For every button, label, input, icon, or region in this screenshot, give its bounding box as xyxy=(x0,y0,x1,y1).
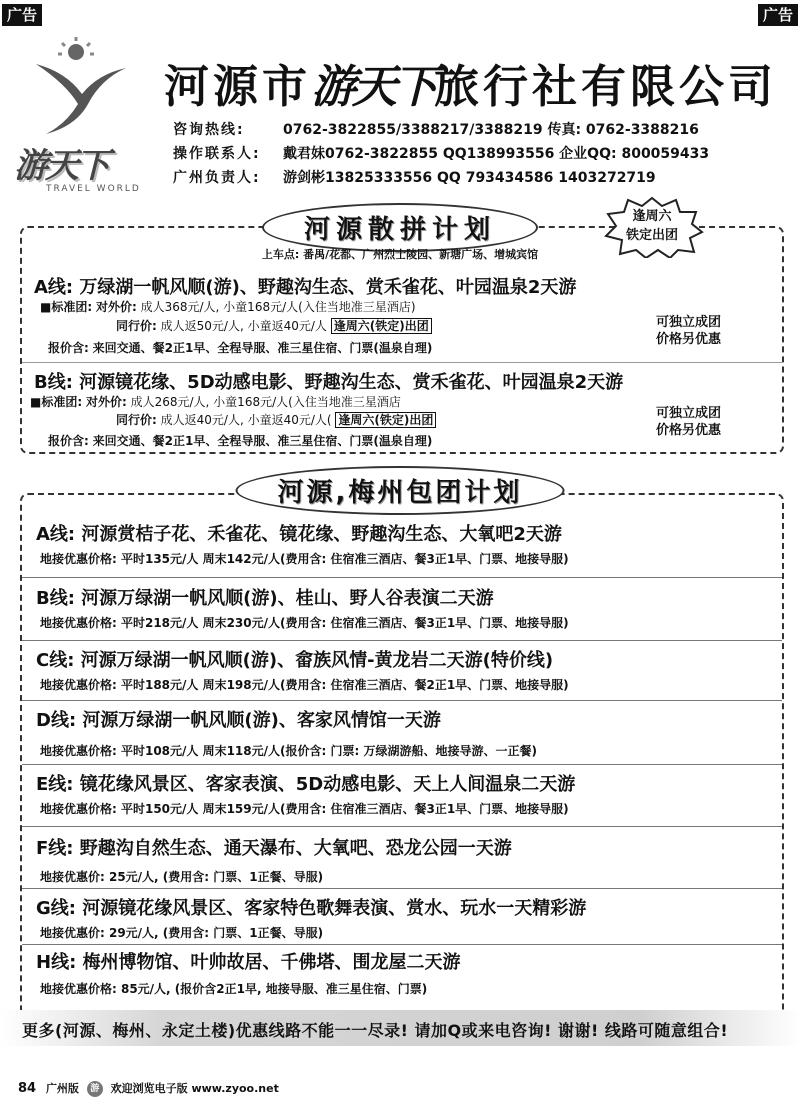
package-title: G线: 河源镜花缘风景区、客家特色歌舞表演、赏水、玩水一天精彩游 xyxy=(36,898,587,919)
package-divider xyxy=(22,640,782,641)
edition-label: 广州版 xyxy=(45,1082,79,1095)
contact-value: 戴君妹0762-3822855 QQ138993556 企业QQ: 800059433 xyxy=(283,146,710,162)
package-title: C线: 河源万绿湖一帆风顺(游)、畲族风情-黄龙岩二天游(特价线) xyxy=(36,650,554,671)
route-a-includes xyxy=(48,339,432,356)
route-a-note xyxy=(656,314,721,348)
pickup-points: 上车点: 番禺/花都、广州烈士陵园、新塘广场、增城宾馆 xyxy=(261,248,539,261)
route-b-standard-price xyxy=(30,393,401,410)
footer-message: 更多(河源、梅州、永定土楼)优惠线路不能一一尽录! 请加Q或来电咨询! 谢谢! 线路可随意组合! xyxy=(22,1021,729,1040)
company-name xyxy=(164,50,777,115)
package-a xyxy=(22,520,782,567)
price-value: 成人返50元/人, 小童返40元/人 xyxy=(160,319,327,333)
package-title: H线: 梅州博物馆、叶帅故居、千佛塔、围龙屋二天游 xyxy=(36,952,461,973)
price-label: 对外价: xyxy=(85,395,127,409)
package-e xyxy=(22,770,782,817)
contact-value: 游剑彬13825333556 QQ 793434586 1403272719 xyxy=(283,170,656,186)
contact-value: 0762-3822855/3388217/3388219 传真: 0762-3388216 xyxy=(283,122,699,138)
company-brand: 游天下 xyxy=(311,60,435,113)
package-price: 地接优惠价格: 平时188元/人 周末198元/人(费用含: 住宿准三酒店、餐2正1早、门票、地接导服) xyxy=(40,678,569,692)
includes-label: 报价含: xyxy=(48,434,89,448)
package-price: 地接优惠价格: 平时135元/人 周末142元/人(费用含: 住宿准三酒店、餐3正1早、门票、地接导服) xyxy=(40,552,569,566)
includes-value: 来回交通、餐2正1早、全程导服、准三星住宿、门票(温泉自理) xyxy=(92,434,433,448)
package-title: B线: 河源万绿湖一帆风顺(游)、桂山、野人谷表演二天游 xyxy=(36,588,494,609)
badge-text xyxy=(600,207,704,245)
price-value: 成人268元/人, 小童168元/人(入住当地准三星酒店 xyxy=(130,395,401,409)
price-value: 成人返40元/人, 小童返40元/人( xyxy=(160,413,332,427)
package-title: E线: 镜花缘风景区、客家表演、5D动感电影、天上人间温泉二天游 xyxy=(36,774,576,795)
saturday-tag: 逢周六(铁定)出团 xyxy=(335,412,436,428)
route-a-title: A线: 万绿湖一帆风顺(游)、野趣沟生态、赏禾雀花、叶园温泉2天游 xyxy=(34,277,577,298)
company-logo xyxy=(6,34,156,194)
contact-hotline xyxy=(173,118,709,142)
badge-line: 铁定出团 xyxy=(625,228,678,243)
section-title-charter-tours: 河源,梅州包团计划 xyxy=(236,466,565,515)
package-title: D线: 河源万绿湖一帆风顺(游)、客家风情馆一天游 xyxy=(36,710,441,731)
package-divider xyxy=(22,888,782,889)
route-b-title: B线: 河源镜花缘、5D动感电影、野趣沟生态、赏禾雀花、叶园温泉2天游 xyxy=(34,372,624,393)
package-h xyxy=(22,948,782,997)
package-price: 地接优惠价格: 平时150元/人 周末159元/人(费用含: 住宿准三酒店、餐3正1早、门票、地接导服) xyxy=(40,802,569,816)
package-divider xyxy=(22,764,782,765)
package-c xyxy=(22,646,782,693)
route-b-note xyxy=(656,405,721,439)
contact-label: 广州负责人: xyxy=(173,170,261,186)
package-price: 地接优惠价格: 85元/人, (报价含2正1早, 地接导服、准三星住宿、门票) xyxy=(40,982,428,996)
page-number: 84 xyxy=(18,1081,37,1096)
package-price: 地接优惠价格: 平时108元/人 周末118元/人(报价含: 门票: 万绿湖游船、地接导游、一正餐) xyxy=(40,744,537,758)
note-line: 价格另优惠 xyxy=(656,423,722,438)
package-divider xyxy=(22,577,782,578)
package-d xyxy=(22,706,782,759)
package-divider xyxy=(22,826,782,827)
package-title: A线: 河源赏桔子花、禾雀花、镜花缘、野趣沟生态、大氧吧2天游 xyxy=(36,524,562,545)
route-a-standard-price xyxy=(40,298,416,315)
standard-label: ■标准团: xyxy=(30,395,83,409)
ad-label-right: 广告 xyxy=(758,4,798,26)
price-value: 成人368元/人, 小童168元/人(入住当地准三星酒店) xyxy=(140,300,416,314)
standard-label: ■标准团: xyxy=(40,300,93,314)
contact-label: 咨询热线: xyxy=(173,122,245,138)
contact-operator xyxy=(173,142,709,166)
company-suffix: 旅行社有限公司 xyxy=(434,60,778,113)
page-footer xyxy=(18,1080,279,1097)
ad-label-left: 广告 xyxy=(2,4,42,26)
package-price: 地接优惠价: 29元/人, (费用含: 门票、1正餐、导服) xyxy=(40,926,324,940)
package-f xyxy=(22,834,782,885)
saturday-tag: 逢周六(铁定)出团 xyxy=(331,318,432,334)
company-prefix: 河源市 xyxy=(164,60,312,113)
logo-tagline: TRAVEL WORLD xyxy=(46,184,141,194)
package-price: 地接优惠价: 25元/人, (费用含: 门票、1正餐、导服) xyxy=(40,870,324,884)
section-title-group-tours: 河源散拼计划 xyxy=(262,203,538,252)
note-line: 可独立成团 xyxy=(656,406,722,421)
note-line: 可独立成团 xyxy=(656,315,722,330)
price-label: 对外价: xyxy=(95,300,137,314)
site-link[interactable]: 欢迎浏览电子版 www.zyoo.net xyxy=(110,1082,279,1095)
price-label: 同行价: xyxy=(116,413,157,427)
route-divider xyxy=(22,362,782,363)
package-divider xyxy=(22,944,782,945)
route-a-peer-price xyxy=(116,317,432,334)
package-price: 地接优惠价格: 平时218元/人 周末230元/人(费用含: 住宿准三酒店、餐3正1早、门票、地接导服) xyxy=(40,616,569,630)
route-b-peer-price xyxy=(116,411,436,428)
contact-label: 操作联系人: xyxy=(173,146,261,162)
price-label: 同行价: xyxy=(116,319,157,333)
package-g xyxy=(22,894,782,941)
package-b xyxy=(22,584,782,631)
includes-value: 来回交通、餐2正1早、全程导服、准三星住宿、门票(温泉自理) xyxy=(92,341,433,355)
package-divider xyxy=(22,700,782,701)
note-line: 价格另优惠 xyxy=(656,332,722,347)
badge-line: 逢周六 xyxy=(632,209,672,224)
package-title: F线: 野趣沟自然生态、通天瀑布、大氧吧、恐龙公园一天游 xyxy=(36,838,512,859)
brand-badge-icon: 游 xyxy=(87,1081,103,1097)
contact-info xyxy=(173,118,709,190)
route-b-includes xyxy=(48,432,432,449)
logo-wordmark: 游天下 xyxy=(14,146,107,186)
includes-label: 报价含: xyxy=(48,341,89,355)
contact-guangzhou xyxy=(173,166,709,190)
logo-figure-icon xyxy=(6,34,156,144)
